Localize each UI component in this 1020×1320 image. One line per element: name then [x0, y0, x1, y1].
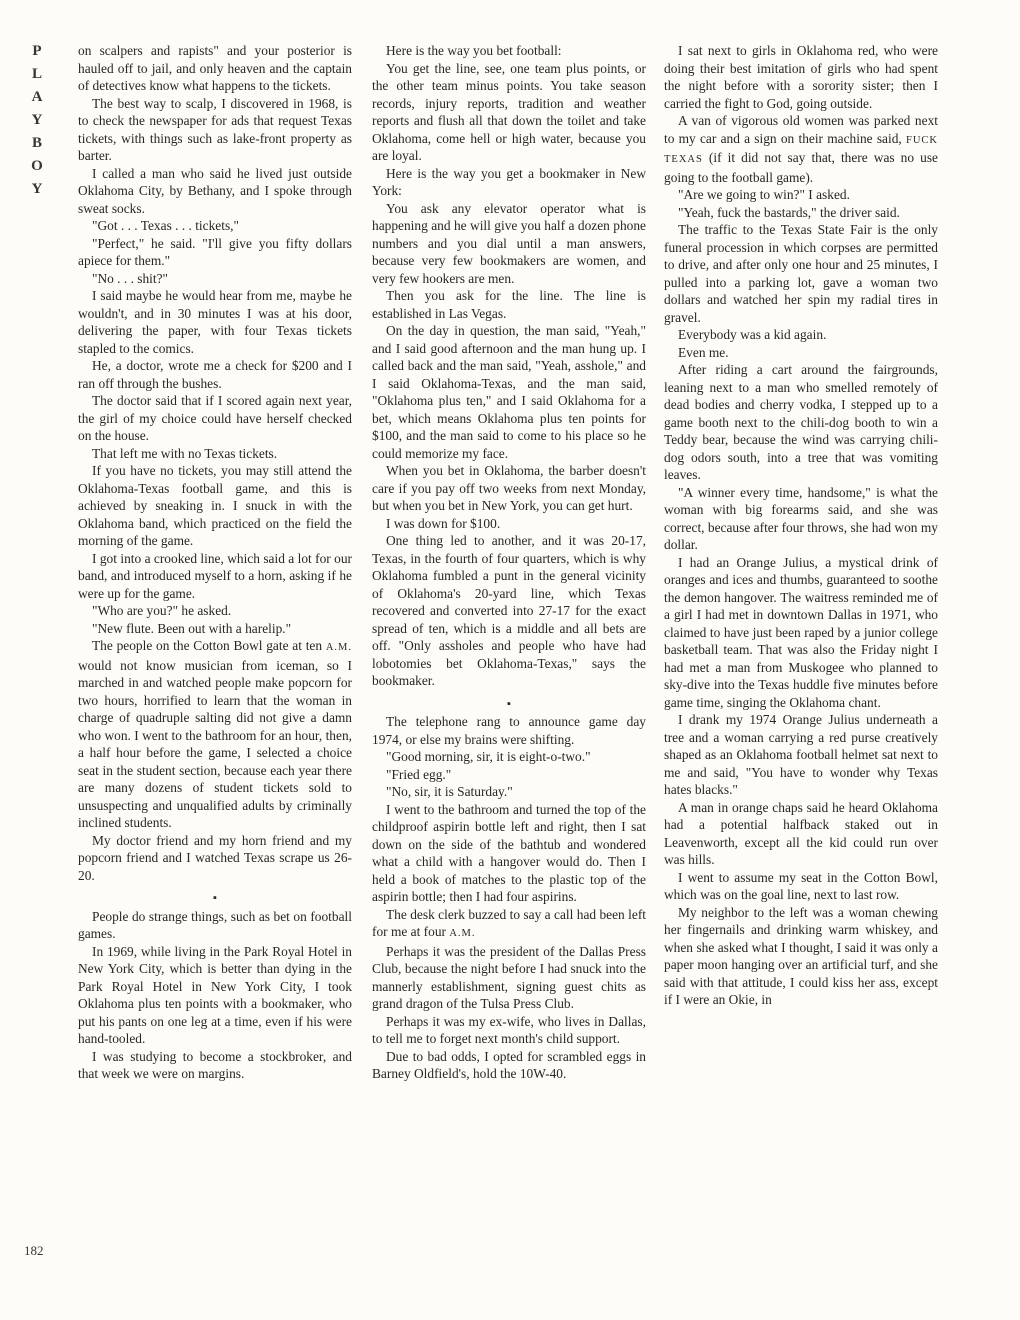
- paragraph: Perhaps it was my ex-wife, who lives in Dallas, to tell me to forget next month's child support.: [372, 1013, 646, 1046]
- paragraph: "Are we going to win?" I asked.: [678, 187, 850, 202]
- paragraph: [664, 112, 938, 186]
- text-run: would not know musician from iceman, so I marched in and watched people make popcorn for two hours, horrified to learn that the woman in charge of quadruple salting did not give a damn who won. I went to the bathroom for an hour, then, a half hour before the game, I selected a choice seat in the student section, because each year there are many dozens of student tickets sold to unsuspecting and unqualified adults by criminally inclined students.: [78, 657, 352, 830]
- paragraph: Here is the way you bet football:: [386, 43, 562, 58]
- paragraph: Due to bad odds, I opted for scrambled eggs in Barney Oldfield's, hold the 10W-40.: [372, 1048, 646, 1081]
- paragraph: "Got . . . Texas . . . tickets,": [92, 218, 239, 233]
- paragraph: You ask any elevator operator what is happening and he will give you half a dozen phone numbers and you dial until a man answers, because very few bookmakers are women, and very few hookers are men.: [372, 200, 646, 286]
- running-head-letter: Y: [31, 181, 43, 197]
- text-run: (if it did not say that, there was no use going to the football game).: [664, 150, 938, 185]
- paragraph: [78, 637, 352, 832]
- paragraph: Even me.: [678, 344, 729, 360]
- paragraph: "Fried egg.": [386, 766, 452, 782]
- paragraph: That left me with no Texas tickets.: [92, 445, 278, 461]
- paragraph: In 1969, while living in the Park Royal Hotel in New York City, which is better than dying in the Park Royal Hotel in New York City, I took Oklahoma plus ten points with a bookmaker, who put his pants on one leg at a time, even if his were hand-tooled.: [78, 943, 352, 1046]
- column-2: [372, 42, 646, 1083]
- paragraph: [372, 906, 646, 943]
- running-head-letter: A: [31, 89, 43, 105]
- paragraph: Perhaps it was the president of the Dallas Press Club, because the night before I had snuck into the mannerly establishment, signing guest chits as grand dragon of the Tulsa Press Club.: [372, 943, 646, 1011]
- paragraph: When you bet in Oklahoma, the barber doesn't care if you pay off two weeks from next Monday, but when you bet in New York, you can get hurt.: [372, 463, 646, 513]
- paragraph: "A winner every time, handsome," is what the woman with big forearms said, and she was correct, because after four throws, she had won my dollar.: [664, 484, 938, 552]
- text-run: A van of vigorous old women was parked next to my car and a sign on their machine said,: [664, 113, 938, 146]
- paragraph: "No . . . shit?": [92, 270, 169, 286]
- paragraph: I sat next to girls in Oklahoma red, who were doing their best imitation of girls who had spent the night before with a sorority sister; then I carried the fight to God, going outside.: [664, 43, 938, 111]
- paragraph: The telephone rang to announce game day 1974, or else my brains were shifting.: [372, 714, 646, 747]
- paragraph: I was down for $100.: [386, 515, 501, 531]
- section-separator: ▪: [213, 892, 217, 904]
- paragraph: "Yeah, fuck the bastards," the driver said.: [678, 204, 900, 220]
- paragraph: I was studying to become a stockbroker, and that week we were on margins.: [78, 1048, 352, 1081]
- paragraph: "New flute. Been out with a harelip.": [92, 620, 292, 636]
- page-number: 182: [24, 1243, 44, 1258]
- running-head-letter: B: [31, 135, 42, 151]
- paragraph: A man in orange chaps said he heard Oklahoma had a potential halfback staked out in Leavenworth, except all the kid could run over was hills.: [664, 799, 938, 867]
- paragraph: I said maybe he would hear from me, maybe he wouldn't, and in 30 minutes I was at his door, delivering the paper, with four Texas tickets stapled to the comics.: [78, 288, 352, 356]
- running-head-letter: Y: [31, 112, 43, 128]
- paragraph: I went to assume my seat in the Cotton Bowl, which was on the goal line, next to last row.: [664, 869, 938, 902]
- column-3: [664, 42, 938, 1009]
- section-separator: ▪: [507, 697, 511, 710]
- paragraph: One thing led to another, and it was 20-17, Texas, in the fourth of four quarters, which is why Oklahoma fumbled a punt in the general vicinity of Oklahoma's 20-yard line, which Texas recovered and converted into 27-17 for the exact spread of ten, which is a middle and all bets are off. "Only assholes and people who have had lobotomies bet Oklahoma-Texas," says the bookmaker.: [372, 533, 646, 688]
- paragraph: The traffic to the Texas State Fair is the only funeral procession in which corpses are permitted to drive, and after only one hour and 25 minutes, I pulled into a parking lot, gave a woman two dollars and watched her spin my radial tires in gravel.: [664, 222, 938, 325]
- small-caps-text: FUCK TEXAS: [664, 134, 938, 165]
- paragraph: On the day in question, the man said, "Yeah," and I said good afternoon and the man hung up. I called back and the man said, "Yeah, asshole," and I said Oklahoma-Texas, and the man said, "Oklahoma plus ten," and I said Oklahoma for a bet, which means Oklahoma plus ten points for $100, and the man said to come to his place so he could memorize my face.: [372, 323, 646, 461]
- running-head: [24, 40, 50, 201]
- paragraph: I had an Orange Julius, a mystical drink of oranges and ices and thumbs, guaranteed to soothe the demon hangover. The waitress reminded me of a girl I had met in downtown Dallas in 1971, who claimed to have just been raped by a junior college basketball team. That was also the Friday night I had met a man from Muskogee who planned to sky-dive into the Texas huddle five minutes before game time, singing the Oklahoma chant.: [664, 554, 938, 710]
- column-1: [78, 42, 352, 1083]
- paragraph: "No, sir, it is Saturday.": [386, 784, 513, 799]
- paragraph: People do strange things, such as bet on football games.: [78, 908, 352, 941]
- paragraph: "Who are you?" he asked.: [92, 603, 232, 618]
- paragraph: "Perfect," he said. "I'll give you fifty dollars apiece for them.": [78, 235, 352, 268]
- paragraph: Then you ask for the line. The line is established in Las Vegas.: [372, 288, 646, 321]
- paragraph: I got into a crooked line, which said a lot for our band, and introduced myself to a horn, asking if he were up for the game.: [78, 550, 352, 601]
- paragraph: My neighbor to the left was a woman chewing her fingernails and drinking warm whiskey, and when she asked what I thought, I said it was only a paper moon hanging over an artificial turf, and she said with that attitude, I could kiss her ass, except if I were an Okie, in: [664, 904, 938, 1007]
- paragraph: You get the line, see, one team plus points, or the other team minus points. You take season records, injury reports, tradition and weather reports and flush all that down the toilet and take Oklahoma, come hell or high water, because you are loyal.: [372, 60, 646, 163]
- running-head-letter: O: [31, 158, 43, 174]
- paragraph: If you have no tickets, you may still attend the Oklahoma-Texas football game, and this is achieved by sneaking in. I snuck in with the Oklahoma band, which practiced on the field the morning of the game.: [78, 463, 352, 548]
- text-run: The desk clerk buzzed to say a call had been left for me at four: [372, 906, 646, 939]
- small-caps-text: A.M.: [449, 928, 476, 939]
- paragraph: I called a man who said he lived just outside Oklahoma City, by Bethany, and I spoke through sweat socks.: [78, 165, 352, 216]
- running-head-letter: P: [32, 43, 42, 59]
- paragraph: My doctor friend and my horn friend and my popcorn friend and I watched Texas scrape us 26-20.: [78, 832, 352, 883]
- paragraph: on scalpers and rapists" and your posterior is hauled off to jail, and only heaven and the captain of detectives know what happens to the tickets.: [78, 43, 352, 93]
- paragraph: He, a doctor, wrote me a check for $200 and I ran off through the bushes.: [78, 358, 352, 391]
- paragraph: Everybody was a kid again.: [678, 327, 827, 342]
- paragraph: I drank my 1974 Orange Julius underneath a tree and a woman carrying a red purse creatively shaped as an Oklahoma football helmet sat next to me and said, "You have to wonder why Texas hates blacks.": [664, 712, 938, 797]
- paragraph: "Good morning, sir, it is eight-o-two.": [386, 749, 591, 764]
- text-run: The people on the Cotton Bowl gate at ten: [92, 638, 326, 653]
- paragraph: I went to the bathroom and turned the top of the childproof aspirin bottle left and right, then I sat down on the side of the bathtub and wondered what a child with a hangover would do. Then I held a book of matches to the plastic top of the aspirin bottle; then I had four aspirins.: [372, 801, 646, 904]
- paragraph: Here is the way you get a bookmaker in New York:: [372, 165, 646, 198]
- paragraph: The best way to scalp, I discovered in 1968, is to check the newspaper for ads that request Texas tickets, with things such as lake-front property as barter.: [78, 95, 352, 163]
- paragraph: After riding a cart around the fairgrounds, leaning next to a man who smelled remotely of dead bodies and cherry vodka, I stepped up to a game booth next to the chili-dog booth to win a Teddy bear, because the wind was carrying chili-dog odors south, into a tree that was vomiting leaves.: [664, 362, 938, 482]
- small-caps-text: A.M.: [325, 642, 352, 653]
- running-head-letter: L: [31, 66, 42, 82]
- paragraph: The doctor said that if I scored again next year, the girl of my choice could have herself checked on the house.: [78, 393, 352, 443]
